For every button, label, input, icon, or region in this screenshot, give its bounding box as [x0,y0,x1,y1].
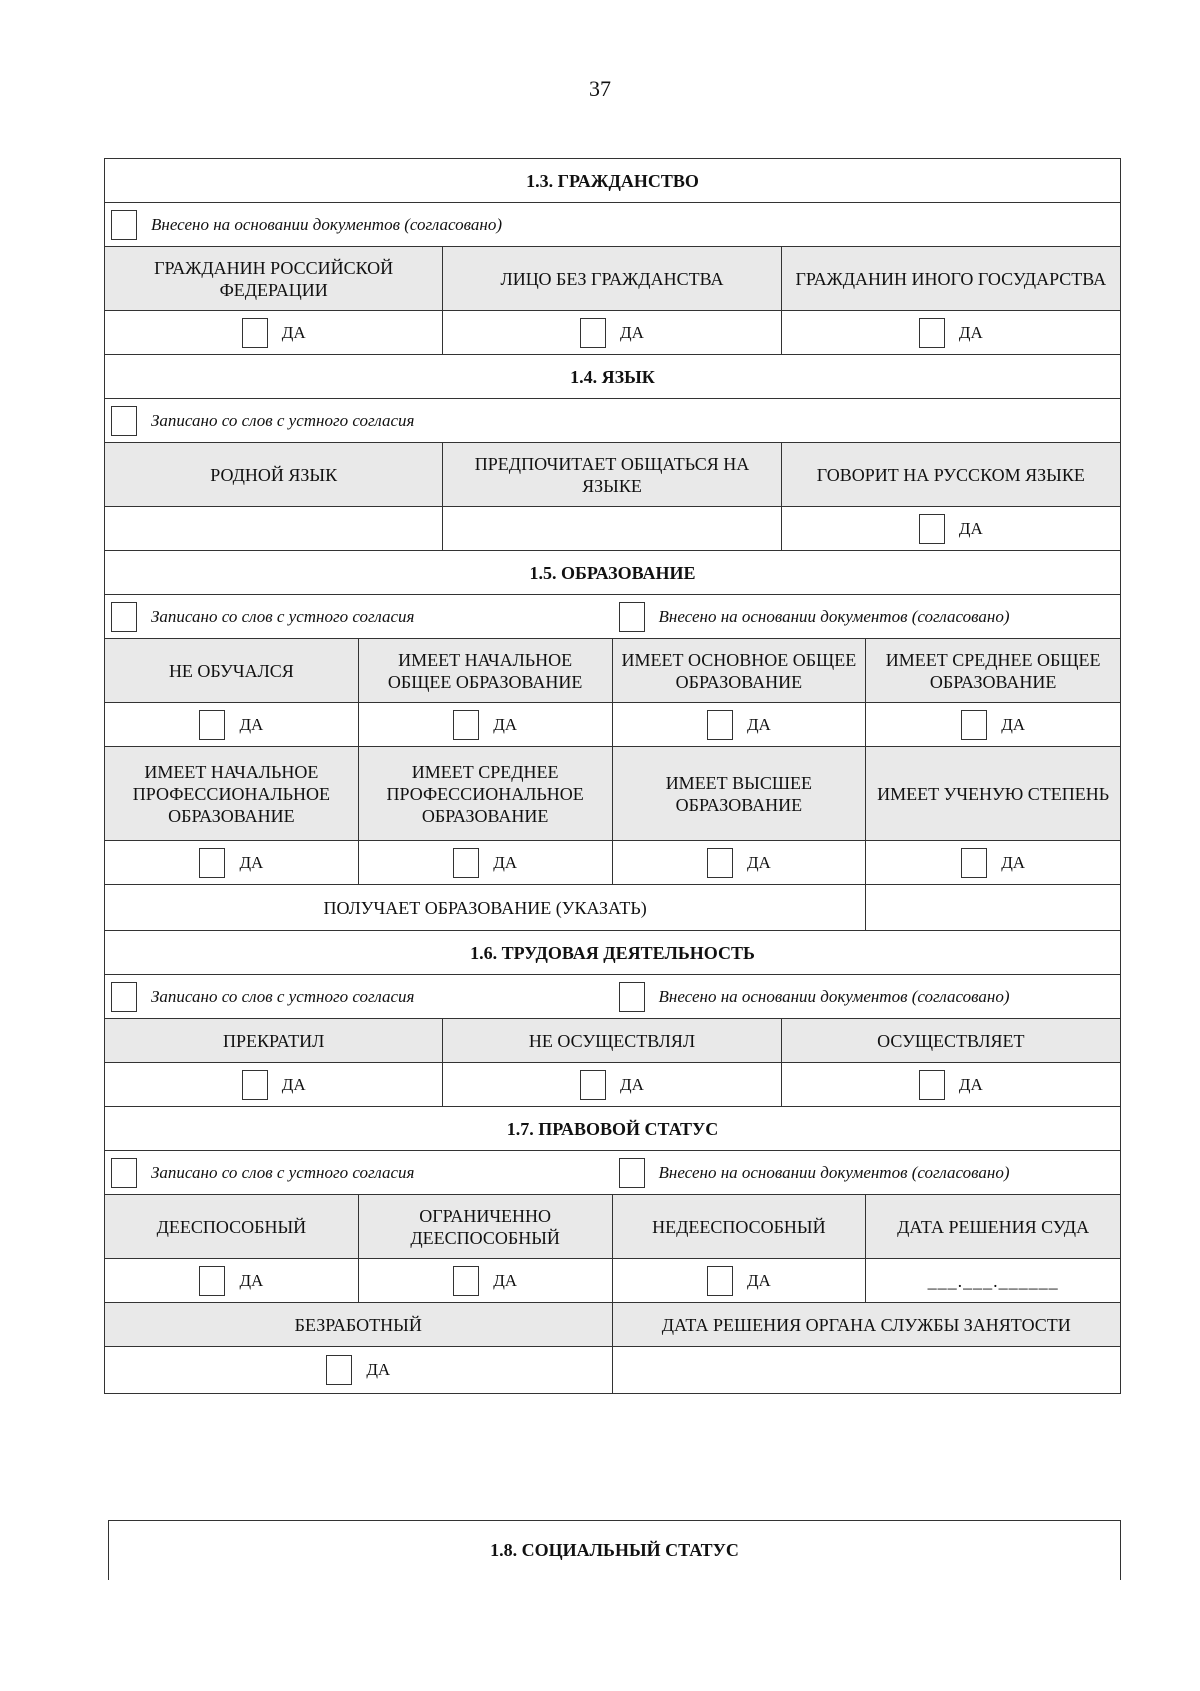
header-row [105,1019,1120,1063]
yes-cell [359,1259,613,1302]
col-header: ИМЕЕТ ОСНОВНОЕ ОБЩЕЕ ОБРАЗОВАНИЕ [613,639,867,702]
yes-cell [782,507,1120,550]
checkbox[interactable] [242,1070,268,1100]
section-title: 1.6. ТРУДОВАЯ ДЕЯТЕЛЬНОСТЬ [470,942,755,963]
checkbox[interactable] [453,848,479,878]
yes-label: ДА [746,714,771,734]
note-cell [105,975,613,1018]
section-title: 1.3. ГРАЖДАНСТВО [526,170,699,191]
col-header: ИМЕЕТ СРЕДНЕЕ ПРОФЕССИОНАЛЬНОЕ ОБРАЗОВАНИЕ [359,747,613,840]
note-cell [105,595,613,638]
header-row [105,443,1120,507]
note-row [105,975,1120,1019]
checkbox[interactable] [242,318,268,348]
yes-cell [443,1063,781,1106]
studying-label: ПОЛУЧАЕТ ОБРАЗОВАНИЕ (УКАЗАТЬ) [105,885,866,930]
header-row [105,1303,1120,1347]
yes-label: ДА [493,714,518,734]
col-header: ПРЕКРАТИЛ [105,1019,443,1062]
yes-cell [782,311,1120,354]
yes-cell [613,1259,867,1302]
checkbox[interactable] [580,1070,606,1100]
yes-row [105,703,1120,747]
col-header: ИМЕЕТ УЧЕНУЮ СТЕПЕНЬ [866,747,1120,840]
yes-row [105,841,1120,885]
section-header-education [105,551,1120,595]
note-text: Записано со слов с устного согласия [151,986,415,1006]
yes-label: ДА [493,1270,518,1290]
yes-cell [613,841,867,884]
yes-cell [105,1347,613,1393]
col-header: ОСУЩЕСТВЛЯЕТ [782,1019,1120,1062]
yes-label: ДА [1001,714,1026,734]
yes-label: ДА [746,852,771,872]
col-header: ДАТА РЕШЕНИЯ СУДА [866,1195,1120,1258]
col-header: ДЕЕСПОСОБНЫЙ [105,1195,359,1258]
header-row [105,1195,1120,1259]
yes-cell [105,703,359,746]
page-number: 37 [589,76,611,101]
yes-cell [105,1063,443,1106]
yes-row [105,1063,1120,1107]
header-row [105,639,1120,703]
note-text: Записано со слов с устного согласия [151,1162,415,1182]
note-cell [105,1151,613,1194]
checkbox[interactable] [199,1266,225,1296]
section-title: 1.5. ОБРАЗОВАНИЕ [529,562,696,583]
header-row [105,247,1120,311]
note-text: Внесено на основании документов (согласовано) [658,606,1010,626]
checkbox[interactable] [453,710,479,740]
native-language-field[interactable] [105,507,443,550]
col-header: НЕ ОСУЩЕСТВЛЯЛ [443,1019,781,1062]
note-text: Записано со слов с устного согласия [151,606,415,626]
yes-cell [866,703,1120,746]
checkbox[interactable] [111,602,137,632]
yes-label: ДА [281,322,306,342]
section-title: 1.4. ЯЗЫК [570,366,655,387]
yes-cell [782,1063,1120,1106]
note-row [105,595,1120,639]
note-text: Внесено на основании документов (согласовано) [151,214,502,234]
checkbox[interactable] [111,982,137,1012]
yes-cell [613,703,867,746]
yes-label: ДА [239,714,264,734]
yes-label: ДА [239,852,264,872]
yes-label: ДА [620,1074,644,1094]
checkbox[interactable] [619,1158,645,1188]
col-header: ГОВОРИТ НА РУССКОМ ЯЗЫКЕ [782,443,1120,506]
note-text: Внесено на основании документов (согласовано) [658,1162,1010,1182]
col-header: ИМЕЕТ НАЧАЛЬНОЕ ПРОФЕССИОНАЛЬНОЕ ОБРАЗОВАНИЕ [105,747,359,840]
yes-label: ДА [281,1074,306,1094]
checkbox[interactable] [707,1266,733,1296]
note-row [105,399,1120,443]
note-cell [105,399,1120,442]
checkbox[interactable] [961,848,987,878]
col-header: НЕ ОБУЧАЛСЯ [105,639,359,702]
yes-label: ДА [958,322,983,342]
checkbox[interactable] [919,1070,945,1100]
yes-label: ДА [493,852,518,872]
checkbox[interactable] [199,848,225,878]
court-date-field[interactable] [866,1259,1120,1302]
value-row [105,507,1120,551]
col-header: ПРЕДПОЧИТАЕТ ОБЩАТЬСЯ НА ЯЗЫКЕ [443,443,781,506]
col-header: ОГРАНИЧЕННО ДЕЕСПОСОБНЫЙ [359,1195,613,1258]
col-header: ДАТА РЕШЕНИЯ ОРГАНА СЛУЖБЫ ЗАНЯТОСТИ [613,1303,1121,1346]
checkbox[interactable] [919,514,945,544]
checkbox[interactable] [111,406,137,436]
checkbox[interactable] [326,1355,352,1385]
note-row [105,203,1120,247]
studying-row [105,885,1120,931]
yes-row [105,1259,1120,1303]
studying-field[interactable] [866,885,1120,930]
checkbox[interactable] [199,710,225,740]
yes-label: ДА [620,322,644,342]
col-header: ИМЕЕТ СРЕДНЕЕ ОБЩЕЕ ОБРАЗОВАНИЕ [866,639,1120,702]
section-title: 1.7. ПРАВОВОЙ СТАТУС [506,1118,719,1139]
note-text: Записано со слов с устного согласия [151,410,415,430]
yes-cell [105,1259,359,1302]
preferred-language-field[interactable] [443,507,781,550]
yes-cell [359,841,613,884]
value-row [105,1347,1120,1393]
checkbox[interactable] [707,848,733,878]
checkbox[interactable] [619,982,645,1012]
checkbox[interactable] [961,710,987,740]
note-cell [613,975,1121,1018]
yes-cell [866,841,1120,884]
col-header: БЕЗРАБОТНЫЙ [105,1303,613,1346]
form-table [104,158,1121,1394]
checkbox[interactable] [453,1266,479,1296]
employment-date-field[interactable] [613,1347,1121,1393]
col-header: ГРАЖДАНИН РОССИЙСКОЙ ФЕДЕРАЦИИ [105,247,443,310]
yes-label: ДА [1001,852,1026,872]
section-header-language [105,355,1120,399]
note-text: Внесено на основании документов (согласовано) [658,986,1010,1006]
col-header: ГРАЖДАНИН ИНОГО ГОСУДАРСТВА [782,247,1120,310]
checkbox[interactable] [619,602,645,632]
yes-cell [105,311,443,354]
note-cell [613,1151,1121,1194]
checkbox[interactable] [111,210,137,240]
checkbox[interactable] [580,318,606,348]
note-row [105,1151,1120,1195]
col-header: ИМЕЕТ ВЫСШЕЕ ОБРАЗОВАНИЕ [613,747,867,840]
checkbox[interactable] [919,318,945,348]
section-header-citizenship [105,159,1120,203]
col-header: НЕДЕЕСПОСОБНЫЙ [613,1195,867,1258]
yes-label: ДА [958,518,983,538]
col-header: ИМЕЕТ НАЧАЛЬНОЕ ОБЩЕЕ ОБРАЗОВАНИЕ [359,639,613,702]
checkbox[interactable] [707,710,733,740]
section-header-employment [105,931,1120,975]
yes-label: ДА [958,1074,983,1094]
col-header: РОДНОЙ ЯЗЫК [105,443,443,506]
yes-label: ДА [746,1270,771,1290]
header-row [105,747,1120,841]
yes-row [105,311,1120,355]
yes-cell [359,703,613,746]
checkbox[interactable] [111,1158,137,1188]
yes-cell [443,311,781,354]
section-header-social-status: 1.8. СОЦИАЛЬНЫЙ СТАТУС [108,1520,1121,1580]
yes-label: ДА [366,1360,391,1379]
section-header-legal-status [105,1107,1120,1151]
note-cell [105,203,1120,246]
yes-label: ДА [239,1270,264,1290]
note-cell [613,595,1121,638]
court-date-blank: ___.___.______ [927,1270,1059,1291]
col-header: ЛИЦО БЕЗ ГРАЖДАНСТВА [443,247,781,310]
yes-cell [105,841,359,884]
